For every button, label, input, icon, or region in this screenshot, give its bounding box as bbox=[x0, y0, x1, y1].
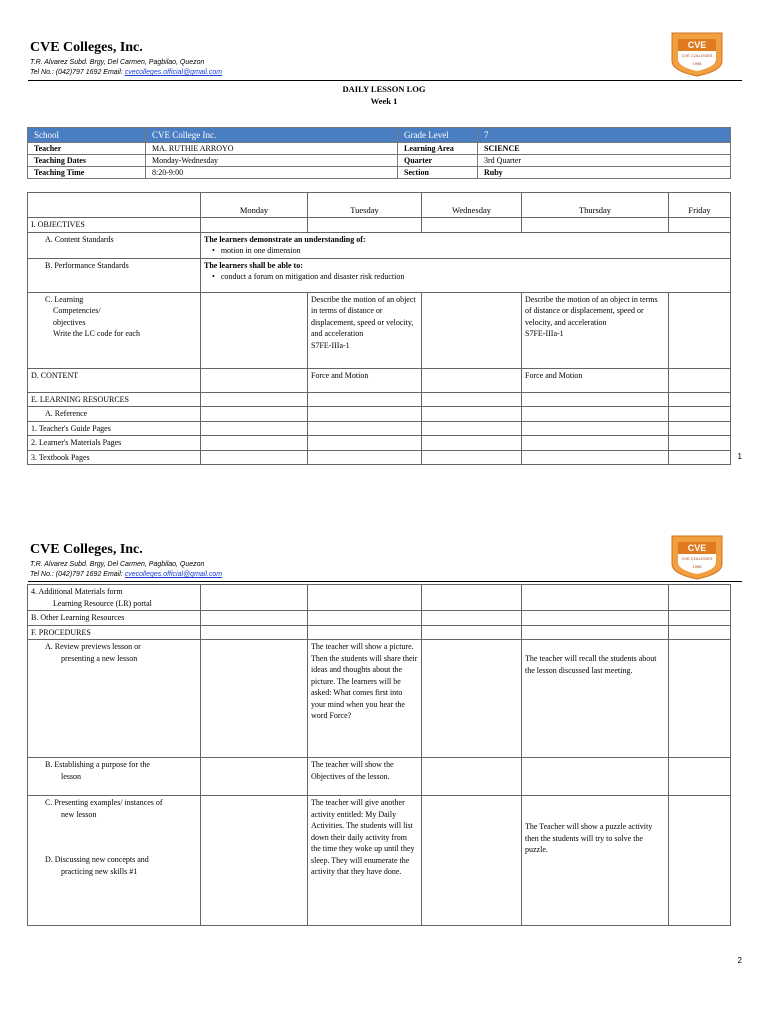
college-logo-icon-p2 bbox=[670, 534, 724, 580]
tel-label: Tel No.: (042)797 1692 Email: bbox=[30, 69, 123, 76]
objectives-label: I. OBJECTIVES bbox=[28, 218, 201, 233]
header-divider-p2 bbox=[28, 581, 742, 582]
area-label: Learning Area bbox=[398, 143, 478, 155]
tel-label-p2: Tel No.: (042)797 1692 Email: bbox=[30, 571, 123, 578]
resources-row bbox=[28, 392, 731, 407]
day-header-row bbox=[28, 193, 731, 218]
learners-materials-label: 2. Learner's Materials Pages bbox=[28, 436, 201, 451]
objectives-row bbox=[28, 218, 731, 233]
logo-text: CVE bbox=[687, 40, 707, 50]
reference-row bbox=[28, 407, 731, 422]
page-number-2: 2 bbox=[737, 956, 742, 965]
log-title: DAILY LESSON LOG bbox=[342, 84, 426, 94]
quarter-label: Quarter bbox=[398, 155, 478, 167]
page-gap bbox=[0, 470, 768, 524]
section-value: Ruby bbox=[478, 167, 731, 179]
content-standards-text bbox=[201, 232, 731, 258]
day-thursday: Thursday bbox=[522, 193, 669, 218]
school-address: T.R. Alvarez Subd. Brgy, Del Carmen, Pagbilao, Quezon bbox=[30, 59, 205, 66]
presenting-thursday: The Teacher will show a puzzle activity then the students will try to solve the puzzle. bbox=[522, 796, 669, 926]
school-contact-p2 bbox=[30, 571, 222, 578]
logo-year-p2: 1998 bbox=[692, 564, 702, 569]
review-row bbox=[28, 640, 731, 758]
performance-standards-text bbox=[201, 258, 731, 292]
reference-label: A. Reference bbox=[28, 407, 201, 422]
lesson-table-page2 bbox=[27, 584, 731, 926]
ps-item: • conduct a forum on mitigation and disaster risk reduction bbox=[212, 272, 405, 281]
additional-materials-row bbox=[28, 585, 731, 611]
time-label: Teaching Time bbox=[28, 167, 146, 179]
content-standards-row bbox=[28, 232, 731, 258]
other-resources-row bbox=[28, 611, 731, 626]
day-friday: Friday bbox=[669, 193, 731, 218]
purpose-label: B. Establishing a purpose for the lesson bbox=[28, 758, 201, 796]
dates-label: Teaching Dates bbox=[28, 155, 146, 167]
grade-label: Grade Level bbox=[398, 128, 478, 143]
school-value: CVE College Inc. bbox=[146, 128, 398, 143]
competencies-thursday: Describe the motion of an object in terms of distance or displacement, speed or velocity, and acceleration S7FE-IIIa-1 bbox=[522, 292, 669, 368]
day-monday: Monday bbox=[201, 193, 308, 218]
teachers-guide-label: 1. Teacher's Guide Pages bbox=[28, 421, 201, 436]
content-label: D. CONTENT bbox=[28, 368, 201, 392]
purpose-tuesday: The teacher will show the Objectives of the lesson. bbox=[308, 758, 422, 796]
school-name-p2: CVE Colleges, Inc. bbox=[30, 542, 143, 557]
lesson-table-page1 bbox=[27, 192, 731, 465]
purpose-row bbox=[28, 758, 731, 796]
school-contact bbox=[30, 69, 222, 76]
page-number-1: 1 bbox=[737, 452, 742, 461]
competencies-label: C. Learning Competencies/ objectives Write the LC code for each bbox=[28, 292, 201, 368]
dates-value: Monday-Wednesday bbox=[146, 155, 398, 167]
logo-subtext-p2: CVE COLLEGES bbox=[681, 556, 713, 561]
other-resources-label: B. Other Learning Resources bbox=[28, 611, 201, 626]
content-row bbox=[28, 368, 731, 392]
presenting-row bbox=[28, 796, 731, 926]
day-wednesday: Wednesday bbox=[422, 193, 522, 218]
logo-subtext: CVE COLLEGES bbox=[681, 53, 713, 58]
teacher-label: Teacher bbox=[28, 143, 146, 155]
competencies-row bbox=[28, 292, 731, 368]
learners-materials-row bbox=[28, 436, 731, 451]
competencies-tuesday: Describe the motion of an object in terms of distance or displacement, speed or velocity, and acceleration S7FE-IIIa-1 bbox=[308, 292, 422, 368]
teacher-value: MA. RUTHIE ARROYO bbox=[146, 143, 398, 155]
content-standards-label: A. Content Standards bbox=[28, 232, 201, 258]
info-row-time bbox=[28, 167, 731, 179]
school-name: CVE Colleges, Inc. bbox=[30, 40, 143, 55]
additional-materials-label: 4. Additional Materials form Learning Resource (LR) portal bbox=[28, 585, 201, 611]
time-value: 8:20-9:00 bbox=[146, 167, 398, 179]
content-thursday: Force and Motion bbox=[522, 368, 669, 392]
area-value: SCIENCE bbox=[478, 143, 731, 155]
cs-intro: The learners demonstrate an understanding of: bbox=[204, 234, 366, 244]
review-tuesday: The teacher will show a picture. Then the students will share their ideas and thoughts about the picture. The learners will be asked: What comes first into your mind when you hear the word Force? bbox=[308, 640, 422, 758]
textbook-row bbox=[28, 450, 731, 465]
page-1 bbox=[0, 0, 768, 470]
resources-label: E. LEARNING RESOURCES bbox=[28, 392, 201, 407]
review-label: A. Review previews lesson or presenting a new lesson bbox=[28, 640, 201, 758]
info-row-dates bbox=[28, 155, 731, 167]
logo-year: 1998 bbox=[692, 61, 702, 66]
content-tuesday: Force and Motion bbox=[308, 368, 422, 392]
day-tuesday: Tuesday bbox=[308, 193, 422, 218]
info-row-teacher bbox=[28, 143, 731, 155]
presenting-label: C. Presenting examples/ instances of new lesson D. Discussing new concepts and practicing new skills #1 bbox=[28, 796, 201, 926]
info-table bbox=[27, 127, 731, 179]
performance-standards-label: B. Performance Standards bbox=[28, 258, 201, 292]
college-logo-icon bbox=[670, 31, 724, 77]
info-row-school bbox=[28, 128, 731, 143]
email-link[interactable]: cvecolleges.official@gmail.com bbox=[124, 69, 223, 76]
header-divider bbox=[28, 80, 742, 81]
ps-intro: The learners shall be able to: bbox=[204, 260, 303, 270]
section-label: Section bbox=[398, 167, 478, 179]
presenting-tuesday: The teacher will give another activity entitled: My Daily Activities. The students will list down their daily activity from the time they woke up until they sleep. They will enumerate the activity that they have done. bbox=[308, 796, 422, 926]
blank-header bbox=[28, 193, 201, 218]
procedures-label: F. PROCEDURES bbox=[28, 625, 201, 640]
textbook-label: 3. Textbook Pages bbox=[28, 450, 201, 465]
procedures-row bbox=[28, 625, 731, 640]
log-week: Week 1 bbox=[370, 96, 398, 106]
logo-text-p2: CVE bbox=[687, 543, 707, 553]
review-thursday: The teacher will recall the students about the lesson discussed last meeting. bbox=[522, 640, 669, 758]
grade-value: 7 bbox=[478, 128, 731, 143]
email-link-p2[interactable]: cvecolleges.official@gmail.com bbox=[124, 571, 223, 578]
cs-item: • motion in one dimension bbox=[212, 246, 301, 255]
quarter-value: 3rd Quarter bbox=[478, 155, 731, 167]
page-2 bbox=[0, 524, 768, 1024]
school-address-p2: T.R. Alvarez Subd. Brgy, Del Carmen, Pagbilao, Quezon bbox=[30, 561, 205, 568]
performance-standards-row bbox=[28, 258, 731, 292]
school-label: School bbox=[28, 128, 146, 143]
teachers-guide-row bbox=[28, 421, 731, 436]
